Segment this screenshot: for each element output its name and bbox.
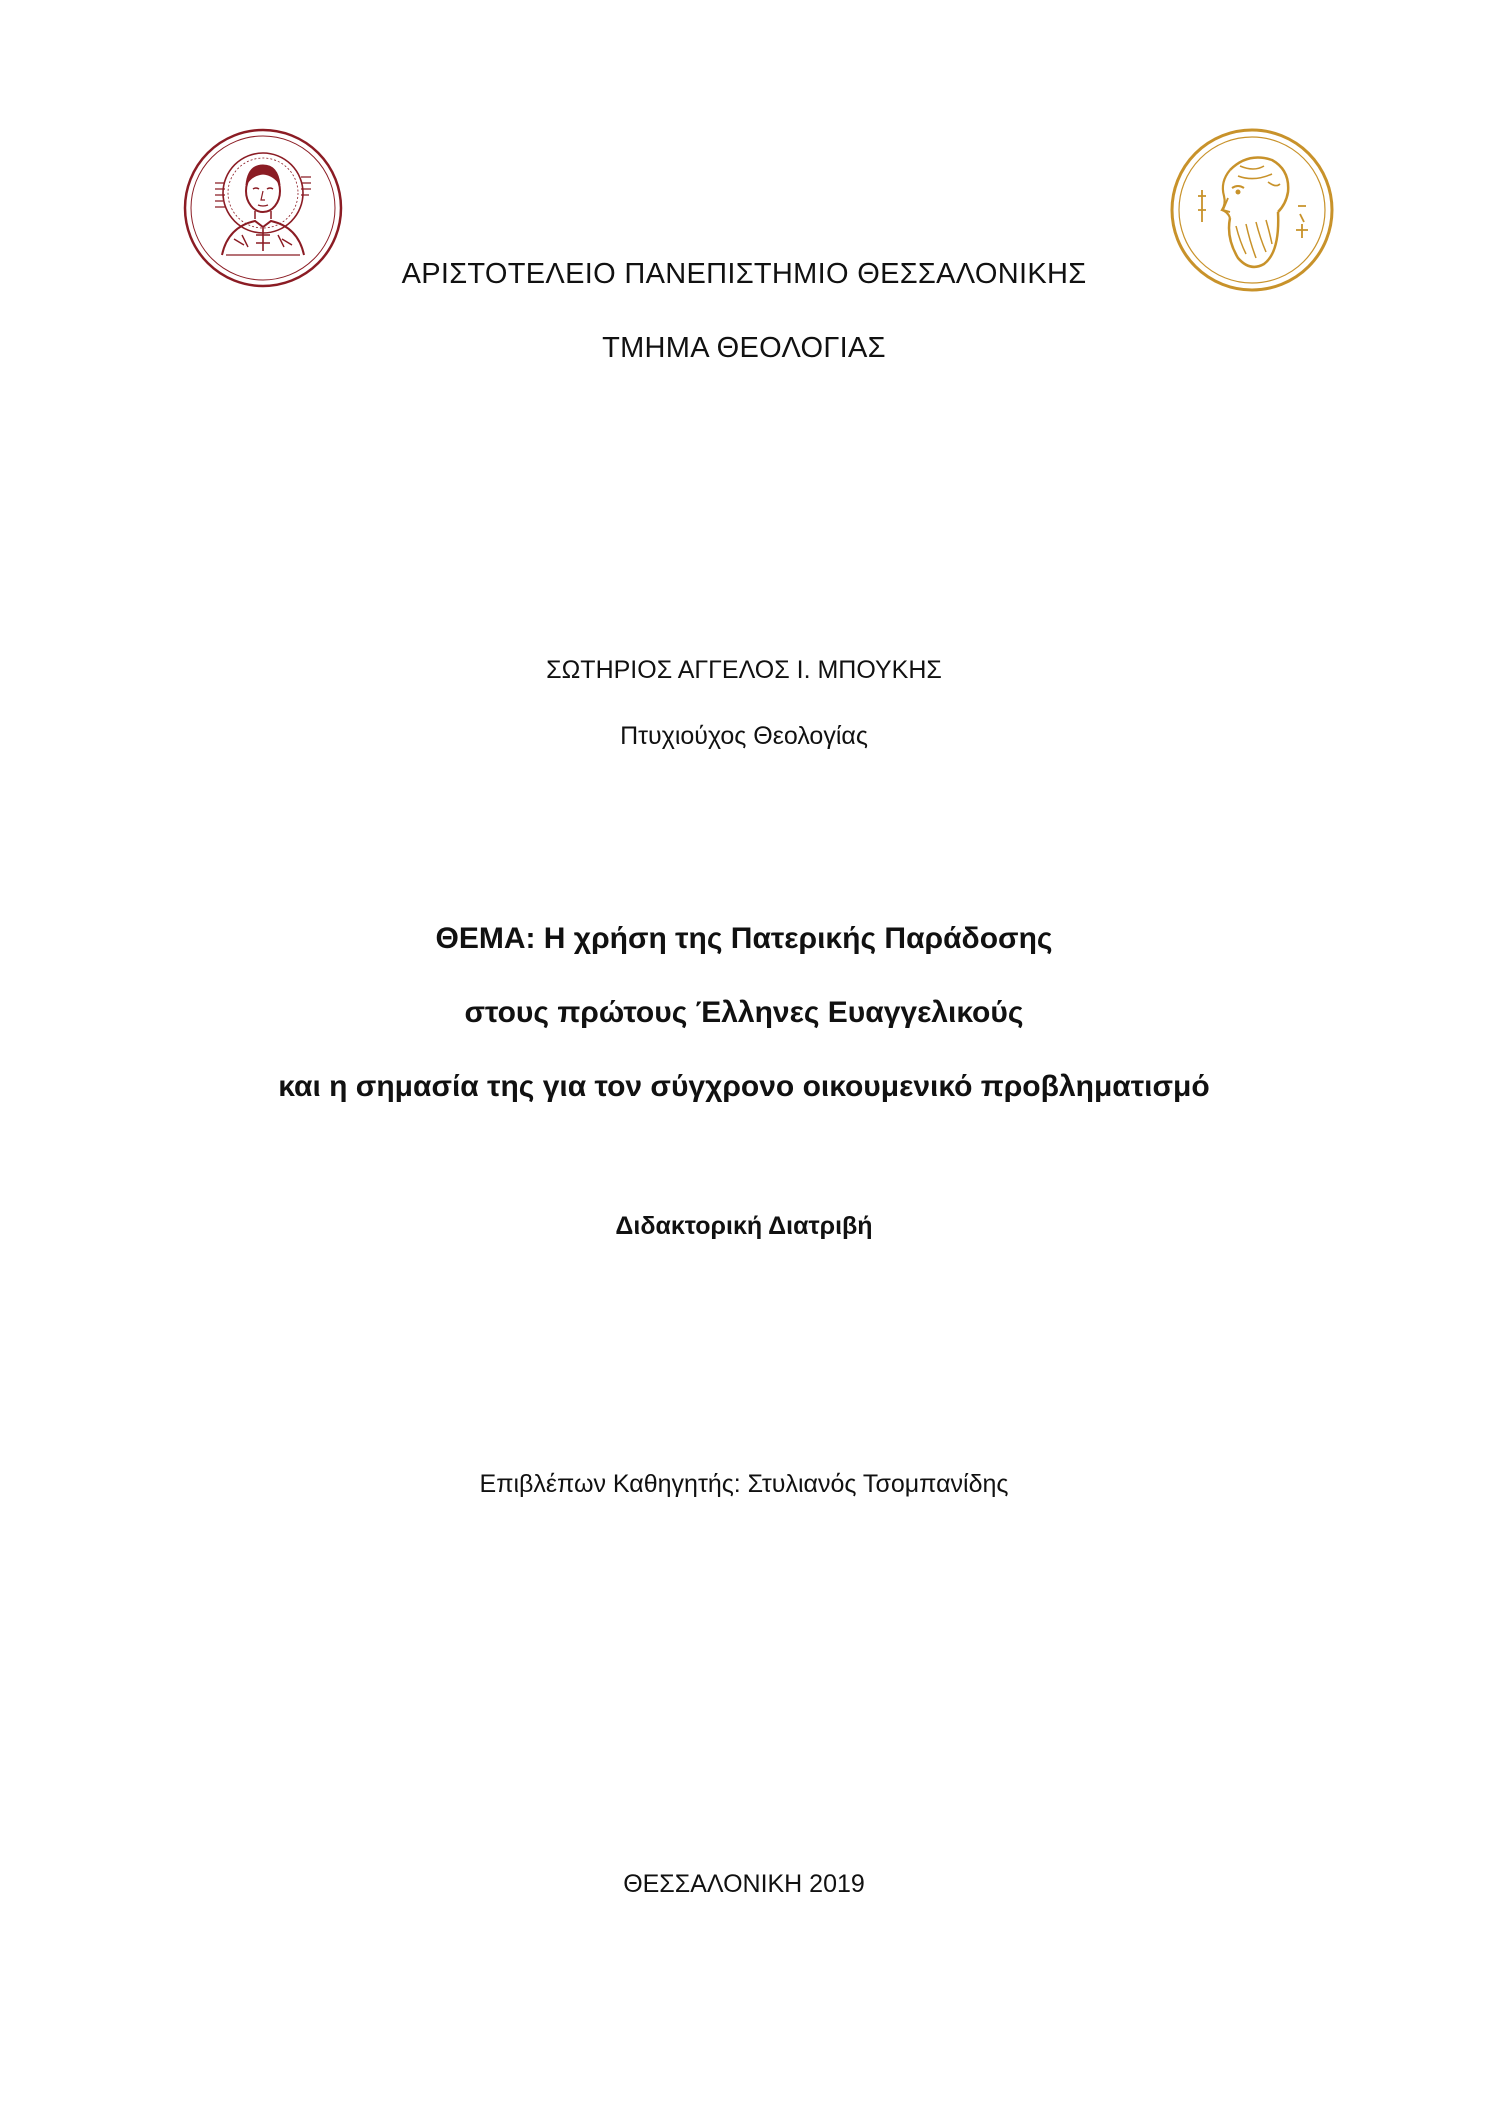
thesis-title-line-1: ΘΕΜΑ: Η χρήση της Πατερικής Παράδοσης — [435, 922, 1053, 955]
place-and-year: ΘΕΣΣΑΛΟΝΙΚΗ 2019 — [623, 1870, 865, 1898]
author-name: ΣΩΤΗΡΙΟΣ ΑΓΓΕΛΟΣ Ι. ΜΠΟΥΚΗΣ — [546, 656, 942, 684]
document-type: Διδακτορική Διατριβή — [615, 1212, 873, 1240]
author-degree: Πτυχιούχος Θεολογίας — [620, 722, 868, 750]
department-name: ΤΜΗΜΑ ΘΕΟΛΟΓΙΑΣ — [602, 332, 886, 364]
thesis-title-line-2: στους πρώτους Έλληνες Ευαγγελικούς — [464, 996, 1024, 1029]
supervisor: Επιβλέπων Καθηγητής: Στυλιανός Τσομπανίδης — [479, 1470, 1009, 1498]
thesis-title-line-3: και η σημασία της για τον σύγχρονο οικουμενικό προβληματισμό — [278, 1070, 1210, 1103]
university-name: ΑΡΙΣΤΟΤΕΛΕΙΟ ΠΑΝΕΠΙΣΤΗΜΙΟ ΘΕΣΣΑΛΟΝΙΚΗΣ — [401, 258, 1087, 290]
